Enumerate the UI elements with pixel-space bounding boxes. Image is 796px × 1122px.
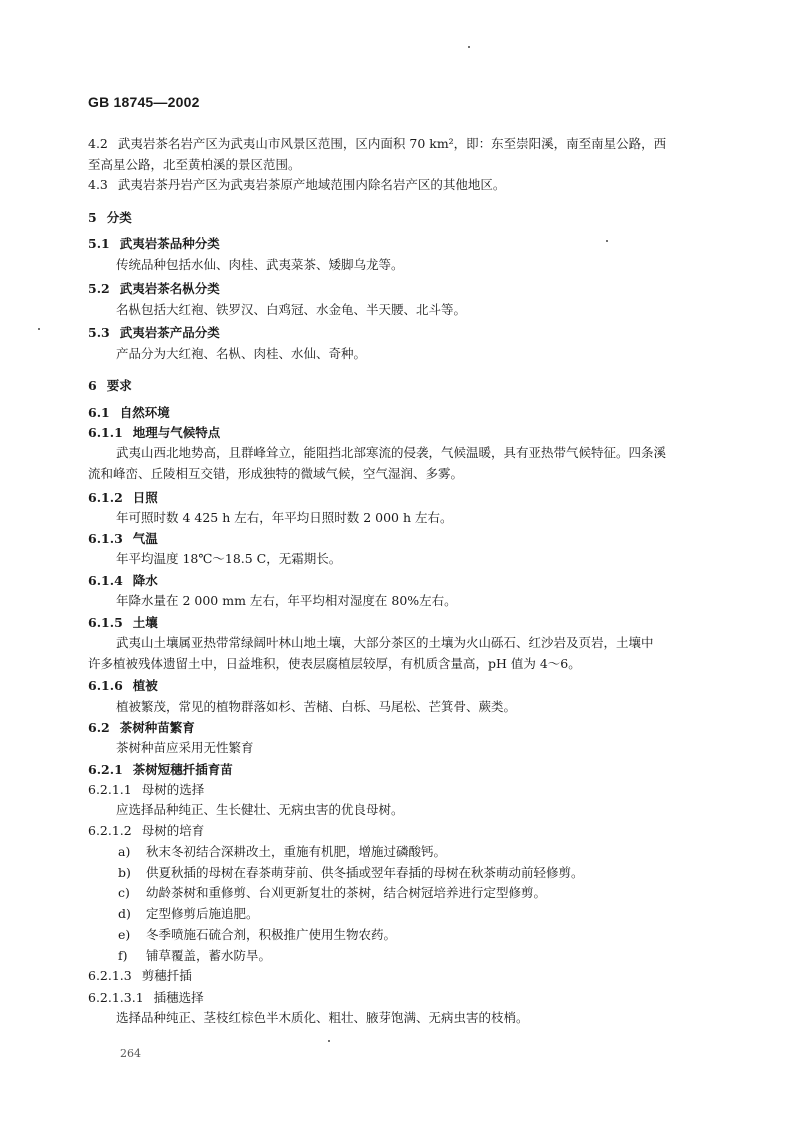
section-heading: 分类 (106, 210, 132, 225)
text-line (88, 177, 728, 193)
text-line (88, 678, 728, 694)
text-line (116, 593, 756, 609)
scan-speck (468, 46, 470, 48)
text-line (88, 968, 728, 984)
section-heading: 自然环境 (119, 405, 170, 420)
text-line (88, 762, 728, 778)
text-line (88, 490, 728, 506)
list-item (118, 948, 271, 964)
text-line (116, 346, 756, 362)
paragraph-text: 母树的选择 (141, 782, 205, 797)
text-line (88, 990, 728, 1006)
paragraph-text: 插穗选择 (153, 990, 204, 1005)
scan-speck (606, 240, 608, 242)
list-text: 冬季喷施石硫合剂，积极推广使用生物农药。 (146, 927, 397, 942)
section-number: 6.1.2 (88, 490, 123, 505)
list-marker: b) (118, 865, 131, 880)
scan-speck (328, 1040, 330, 1042)
text-line (88, 466, 728, 482)
section-number: 6.2 (88, 720, 110, 735)
section-heading: 武夷岩茶品种分类 (119, 236, 220, 251)
text-line (88, 823, 728, 839)
paragraph-text: 许多植被残体遗留土中，日益堆积，使表层腐植层较厚，有机质含量高，pH 值为 4～6。 (88, 656, 581, 671)
section-number: 5 (88, 210, 97, 225)
paragraph-text: 武夷岩茶名岩产区为武夷山市风景区范围，区内面积 70 km²，即：东至崇阳溪，南至南星公路，西 (117, 136, 667, 151)
text-line (88, 405, 728, 421)
text-line (116, 445, 756, 461)
list-text: 铺草覆盖，蓄水防旱。 (146, 948, 272, 963)
text-line (88, 573, 728, 589)
paragraph-text: 流和峰峦、丘陵相互交错，形成独特的微域气候，空气湿润、多雾。 (88, 466, 464, 481)
paragraph-text: 武夷岩茶丹岩产区为武夷岩茶原产地域范围内除名岩产区的其他地区。 (117, 177, 506, 192)
paragraph-text: 传统品种包括水仙、肉桂、武夷菜茶、矮脚乌龙等。 (116, 257, 404, 272)
section-heading: 地理与气候特点 (132, 425, 221, 440)
text-line (88, 281, 728, 297)
text-line (116, 740, 756, 756)
list-text: 幼龄茶树和重修剪、台刈更新复壮的茶树，结合树冠培养进行定型修剪。 (146, 885, 547, 900)
text-line (88, 782, 728, 798)
paragraph-text: 剪穗扦插 (141, 968, 192, 983)
text-line (116, 302, 756, 318)
section-number: 6.2.1.3.1 (88, 990, 144, 1005)
text-line (88, 720, 728, 736)
list-item (118, 927, 396, 943)
section-number: 6.2.1.3 (88, 968, 132, 983)
list-marker: a) (118, 844, 131, 859)
list-marker: f) (118, 948, 128, 963)
text-line (88, 615, 728, 631)
text-line (88, 425, 728, 441)
paragraph-text: 母树的培育 (141, 823, 205, 838)
section-number: 6.1.3 (88, 531, 123, 546)
text-line (88, 210, 728, 226)
text-line (116, 802, 756, 818)
list-item (118, 844, 446, 860)
section-heading: 武夷岩茶名枞分类 (119, 281, 220, 296)
list-text: 秋末冬初结合深耕改土，重施有机肥，增施过磷酸钙。 (146, 844, 447, 859)
section-number: 6.2.1.2 (88, 823, 132, 838)
section-number: 6.1.4 (88, 573, 123, 588)
text-line (116, 699, 756, 715)
list-item (118, 906, 259, 922)
section-number: 4.2 (88, 136, 108, 151)
section-number: 4.3 (88, 177, 108, 192)
list-marker: d) (118, 906, 131, 921)
text-line (116, 1010, 756, 1026)
paragraph-text: 植被繁茂，常见的植物群落如杉、苦槠、白栎、马尾松、芒箕骨、蕨类。 (116, 699, 517, 714)
list-marker: c) (118, 885, 130, 900)
text-line (116, 635, 756, 651)
section-heading: 要求 (106, 378, 132, 393)
list-item (118, 885, 546, 901)
section-number: 5.1 (88, 236, 110, 251)
section-number: 5.3 (88, 325, 110, 340)
section-heading: 气温 (132, 531, 158, 546)
section-heading: 降水 (132, 573, 158, 588)
page-number: 264 (120, 1047, 141, 1060)
paragraph-text: 茶树种苗应采用无性繁育 (116, 740, 254, 755)
text-line (116, 257, 756, 273)
text-line (88, 656, 728, 672)
section-heading: 土壤 (132, 615, 158, 630)
paragraph-text: 武夷山土壤属亚热带常绿阔叶林山地土壤，大部分茶区的土壤为火山砾石、红沙岩及页岩，土壤中 (116, 635, 654, 650)
paragraph-text: 名枞包括大红袍、铁罗汉、白鸡冠、水金龟、半天腰、北斗等。 (116, 302, 467, 317)
paragraph-text: 应选择品种纯正、生长健壮、无病虫害的优良母树。 (116, 802, 404, 817)
paragraph-text: 年平均温度 18℃～18.5 C，无霜期长。 (116, 551, 342, 566)
standard-code: GB 18745—2002 (88, 94, 200, 110)
section-heading: 植被 (132, 678, 158, 693)
section-number: 5.2 (88, 281, 110, 296)
text-line (88, 236, 728, 252)
paragraph-text: 年可照时数 4 425 h 左右，年平均日照时数 2 000 h 左右。 (116, 510, 453, 525)
text-line (116, 551, 756, 567)
text-line (88, 378, 728, 394)
text-line (88, 325, 728, 341)
section-number: 6.1 (88, 405, 110, 420)
text-line (88, 531, 728, 547)
section-heading: 日照 (132, 490, 158, 505)
paragraph-text: 选择品种纯正、茎枝红棕色半木质化、粗壮、腋芽饱满、无病虫害的枝梢。 (116, 1010, 529, 1025)
scan-speck (38, 328, 40, 330)
section-heading: 茶树短穗扦插育苗 (132, 762, 233, 777)
text-line (88, 136, 728, 152)
section-heading: 茶树种苗繁育 (119, 720, 195, 735)
list-text: 供夏秋插的母树在春茶萌芽前、供冬插或翌年春插的母树在秋茶萌动前轻修剪。 (146, 865, 584, 880)
text-line (88, 157, 728, 173)
paragraph-text: 至高星公路，北至黄柏溪的景区范围。 (88, 157, 301, 172)
paragraph-text: 武夷山西北地势高，且群峰耸立，能阻挡北部寒流的侵袭，气候温暖，具有亚热带气候特征。四条溪 (116, 445, 667, 460)
list-item (118, 865, 584, 881)
list-marker: e) (118, 927, 131, 942)
section-number: 6.2.1.1 (88, 782, 132, 797)
section-number: 6 (88, 378, 97, 393)
text-line (116, 510, 756, 526)
section-number: 6.1.1 (88, 425, 123, 440)
section-number: 6.2.1 (88, 762, 123, 777)
list-text: 定型修剪后施追肥。 (146, 906, 259, 921)
section-number: 6.1.6 (88, 678, 123, 693)
paragraph-text: 产品分为大红袍、名枞、肉桂、水仙、奇种。 (116, 346, 367, 361)
section-number: 6.1.5 (88, 615, 123, 630)
section-heading: 武夷岩茶产品分类 (119, 325, 220, 340)
paragraph-text: 年降水量在 2 000 mm 左右，年平均相对湿度在 80%左右。 (116, 593, 457, 608)
